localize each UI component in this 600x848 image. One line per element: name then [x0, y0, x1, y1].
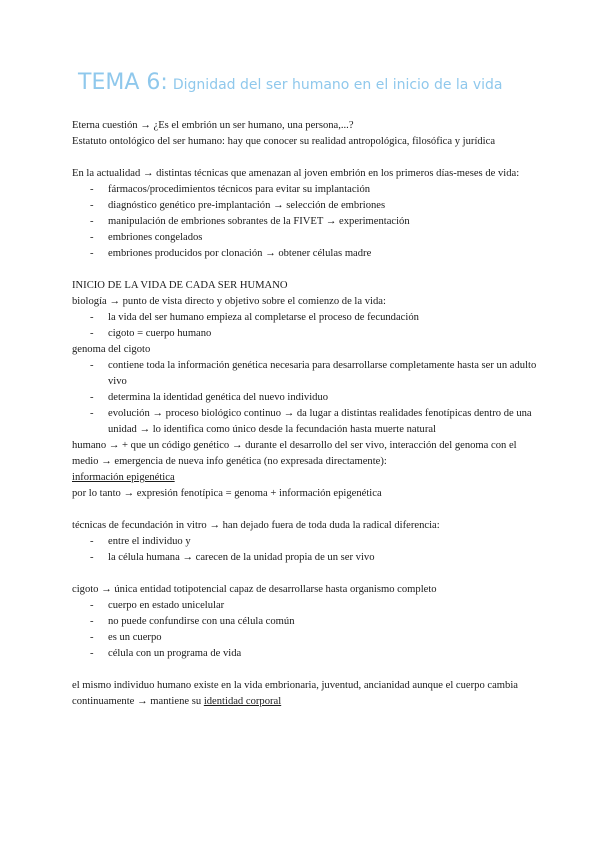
list-item: - no puede confundirse con una célula común [72, 614, 542, 630]
list-item: - fármacos/procedimientos técnicos para evitar su implantación [72, 182, 542, 198]
list-item: - entre el individuo y [72, 534, 542, 550]
intro-line-2: Estatuto ontológico del ser humano: hay que conocer su realidad antropológica, filosófica y jurídica [72, 136, 496, 147]
biologia-list [72, 310, 542, 342]
title-sub: Dignidad del ser humano en el inicio de la vida [172, 77, 503, 93]
section-heading: INICIO DE LA VIDA DE CADA SER HUMANO [72, 280, 288, 291]
final-paragraph [72, 678, 542, 710]
list-item: - contiene toda la información genética necesaria para desarrollarse completamente hasta ser un adulto vivo [72, 358, 542, 390]
intro-line-1: Eterna cuestión → ¿Es el embrión un ser humano, una persona,...? [72, 120, 354, 131]
identidad-corporal: identidad corporal [203, 696, 282, 707]
list-item: - cigoto = cuerpo humano [72, 326, 542, 342]
biologia-text: biología → punto de vista directo y objetivo sobre el comienzo de la vida: [72, 296, 386, 307]
list-item: - determina la identidad genética del nuevo individuo [72, 390, 542, 406]
page-title [78, 70, 578, 95]
list-item: - manipulación de embriones sobrantes de la FIVET → experimentación [72, 214, 542, 230]
list-item: - diagnóstico genético pre-implantación → selección de embriones [72, 198, 542, 214]
spacer [72, 262, 542, 278]
genoma-text: genoma del cigoto [72, 344, 151, 355]
spacer [72, 150, 542, 166]
actualidad-text: En la actualidad → distintas técnicas que amenazan al joven embrión en los primeros días-meses de vida: [72, 168, 520, 179]
conclusion-text: por lo tanto → expresión fenotípica = genoma + información epigenética [72, 488, 382, 499]
final-text: el mismo individuo humano existe en la vida embrionaria, juventud, ancianidad aunque el cuerpo cambia continuamente → mantiene su [72, 680, 518, 707]
tecnicas-list [72, 534, 542, 566]
genoma-list [72, 358, 542, 438]
list-item: - embriones congelados [72, 230, 542, 246]
title-main: TEMA 6: [78, 70, 168, 95]
list-item: - cuerpo en estado unicelular [72, 598, 542, 614]
cigoto-list [72, 598, 542, 662]
spacer [72, 662, 542, 678]
list-item: - embriones producidos por clonación → obtener células madre [72, 246, 542, 262]
spacer [72, 502, 542, 518]
list-item: - evolución → proceso biológico continuo → da lugar a distintas realidades fenotípicas dentro de una unidad → lo identifica como único desde la fecundación hasta muerte natural [72, 406, 542, 438]
cigoto-text: cigoto → única entidad totipotencial capaz de desarrollarse hasta organismo completo [72, 584, 437, 595]
epigenetica-link: información epigenética [72, 472, 175, 483]
list-item: - la célula humana → carecen de la unidad propia de un ser vivo [72, 550, 542, 566]
actualidad-list [72, 182, 542, 262]
list-item: - es un cuerpo [72, 630, 542, 646]
list-item: - la vida del ser humano empieza al completarse el proceso de fecundación [72, 310, 542, 326]
document-body [72, 118, 542, 710]
tecnicas-text: técnicas de fecundación in vitro → han dejado fuera de toda duda la radical diferencia: [72, 520, 440, 531]
spacer [72, 566, 542, 582]
humano-text: humano → + que un código genético → durante el desarrollo del ser vivo, interacción del genoma con el medio → emergencia de nueva info genética (no expresada directamente): [72, 440, 517, 467]
list-item: - célula con un programa de vida [72, 646, 542, 662]
